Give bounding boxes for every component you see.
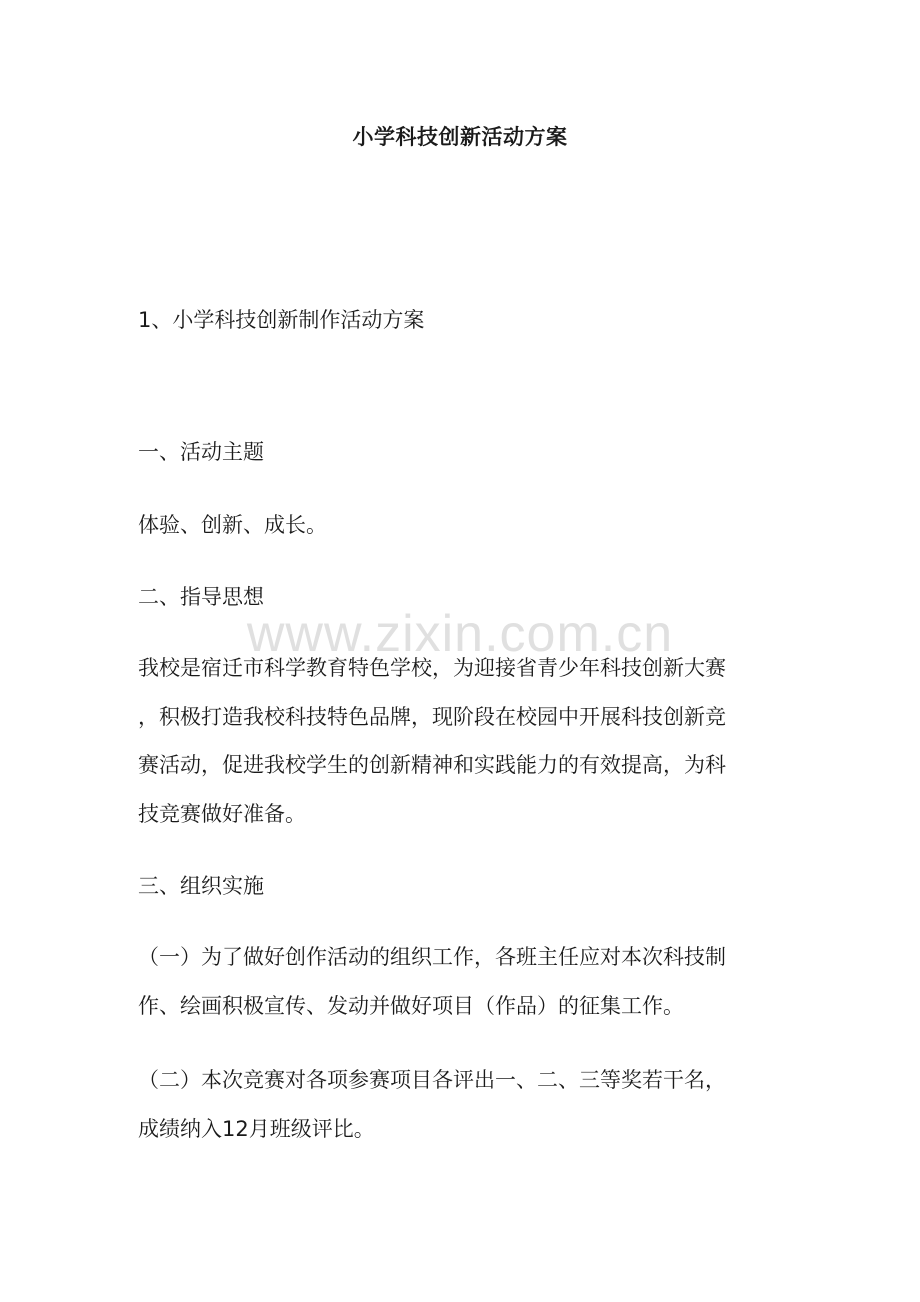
section-heading-theme: 一、活动主题: [138, 440, 264, 464]
watermark-text: www.zixin.com.cn: [246, 605, 674, 663]
paragraph-line: 作、绘画积极宣传、发动并做好项目（作品）的征集工作。: [138, 993, 684, 1018]
section-heading-organization: 三、组织实施: [138, 874, 264, 898]
section-heading-guiding-idea: 二、指导思想: [138, 585, 264, 609]
paragraph-line: 成绩纳入12月班级评比。: [138, 1116, 375, 1141]
document-subtitle: 1、小学科技创新制作活动方案: [138, 308, 425, 332]
paragraph-line: （二）本次竞赛对各项参赛项目各评出一、二、三等奖若干名，: [138, 1068, 726, 1092]
paragraph-guiding-idea: [138, 644, 778, 838]
paragraph-line: 赛活动，促进我校学生的创新精神和实践能力的有效提高，为科: [138, 753, 726, 777]
document-title: 小学科技创新活动方案: [352, 125, 568, 149]
section-body-theme: 体验、创新、成长。: [138, 513, 327, 537]
paragraph-item-two: [138, 1056, 778, 1153]
paragraph-item-one: [138, 933, 778, 1030]
paragraph-line: 技竞赛做好准备。: [138, 801, 306, 826]
paragraph-line: ，积极打造我校科技特色品牌，现阶段在校园中开展科技创新竞: [138, 704, 726, 729]
paragraph-line: （一）为了做好创作活动的组织工作，各班主任应对本次科技制: [138, 945, 726, 969]
paragraph-line: 我校是宿迁市科学教育特色学校，为迎接省青少年科技创新大赛: [138, 656, 726, 680]
